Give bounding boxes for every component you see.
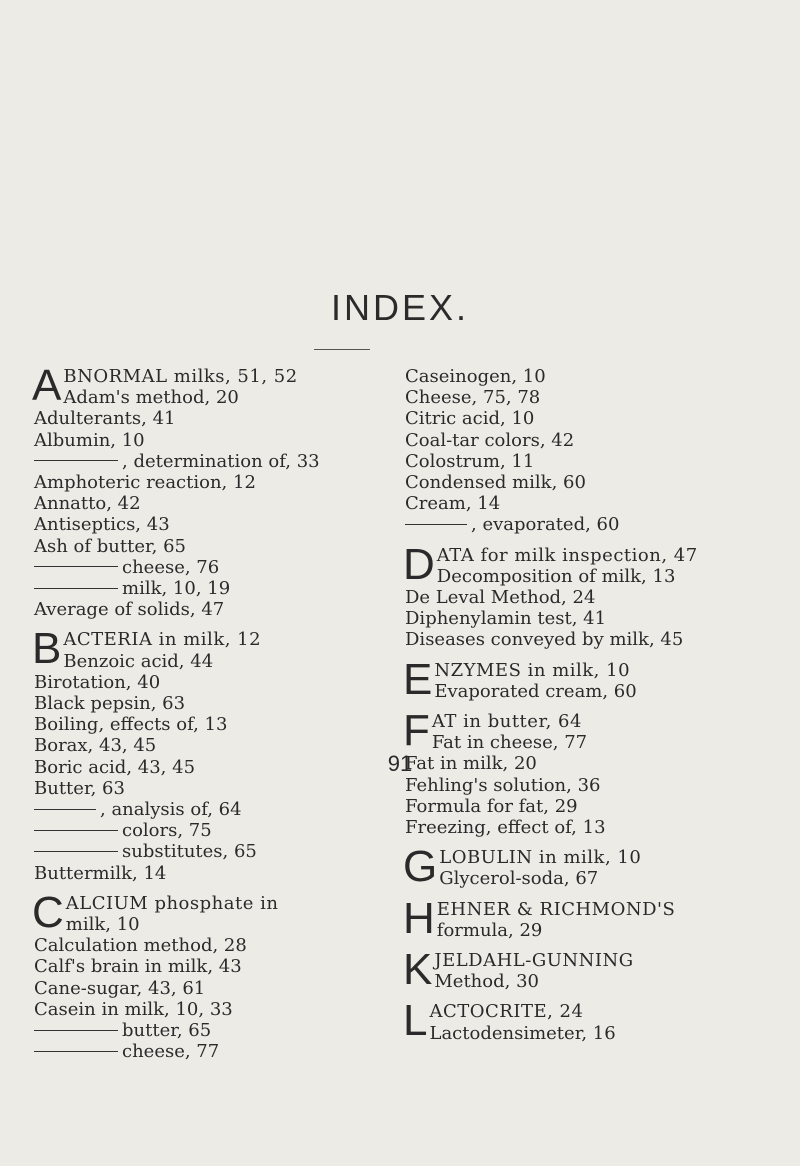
index-entry: JELDAHL-GUNNING <box>434 950 634 972</box>
index-entry: Black pepsin, 63 <box>34 693 186 715</box>
index-entry: Condensed milk, 60 <box>405 472 586 494</box>
index-entry: Cream, 14 <box>405 493 501 515</box>
index-entry: Adulterants, 41 <box>34 408 176 430</box>
index-entry: Calf's brain in milk, 43 <box>34 956 242 978</box>
page-number: 91 <box>387 751 413 776</box>
ditto-dash <box>34 588 118 589</box>
index-entry: Average of solids, 47 <box>34 599 225 621</box>
index-subentry: cheese, 76 <box>34 557 364 578</box>
index-entry: Antiseptics, 43 <box>34 514 170 536</box>
drop-cap: L <box>403 996 428 1046</box>
index-entry: Amphoteric reaction, 12 <box>34 472 256 494</box>
index-entry: Benzoic acid, 44 <box>63 650 214 672</box>
ditto-dash <box>34 830 118 831</box>
index-entry: ALCIUM phosphate in <box>65 892 279 914</box>
index-entry: Casein in milk, 10, 33 <box>34 998 233 1020</box>
drop-cap: G <box>403 842 438 892</box>
ditto-dash <box>34 809 96 810</box>
section-d <box>403 539 795 651</box>
ditto-dash <box>34 851 118 852</box>
section-a <box>32 361 364 621</box>
index-subentry: , analysis of, 64 <box>34 799 364 820</box>
index-entry: Boric acid, 43, 45 <box>34 756 196 778</box>
index-entry: Coal-tar colors, 42 <box>405 429 575 451</box>
index-entry: Freezing, effect of, 13 <box>405 817 606 839</box>
index-entry: Evaporated cream, 60 <box>434 680 637 702</box>
drop-cap: A <box>32 361 62 410</box>
index-entry: Albumin, 10 <box>34 429 145 451</box>
index-entry: Colostrum, 11 <box>405 450 535 472</box>
index-entry: Method, 30 <box>434 971 539 993</box>
index-entry: Fehling's solution, 36 <box>405 774 601 796</box>
index-subentry: substitutes, 65 <box>34 841 364 862</box>
index-entry: milk, 10 <box>65 914 140 936</box>
section-k <box>403 945 795 995</box>
drop-cap: F <box>403 706 430 756</box>
index-entry: NZYMES in milk, 10 <box>434 659 631 681</box>
drop-cap: D <box>403 539 435 589</box>
index-entry: Borax, 43, 45 <box>34 735 157 757</box>
section-g <box>403 842 795 892</box>
index-entry: Lactodensimeter, 16 <box>429 1022 616 1044</box>
section-h <box>403 893 795 943</box>
index-entry: Buttermilk, 14 <box>34 862 167 884</box>
index-entry: EHNER & RICHMOND'S <box>436 898 676 920</box>
drop-cap: H <box>403 893 435 943</box>
ditto-dash <box>34 566 118 567</box>
index-entry: Birotation, 40 <box>34 671 161 693</box>
index-entry: Formula for fat, 29 <box>405 795 578 817</box>
section-c-cont <box>405 366 795 536</box>
section-c <box>32 887 364 1063</box>
index-entry: ACTOCRITE, 24 <box>429 1001 584 1023</box>
drop-cap: K <box>403 945 433 995</box>
index-entry: Boiling, effects of, 13 <box>34 714 228 736</box>
index-entry: Diphenylamin test, 41 <box>405 608 607 630</box>
index-entry: Fat in milk, 20 <box>405 753 537 775</box>
index-column-left <box>32 361 364 1072</box>
index-entry: Ash of butter, 65 <box>34 535 186 557</box>
index-entry: BNORMAL milks, 51, 52 <box>63 366 298 387</box>
title-rule <box>314 349 370 350</box>
drop-cap: B <box>32 624 62 674</box>
index-entry: Caseinogen, 10 <box>405 366 546 387</box>
index-entry: Cheese, 75, 78 <box>405 387 541 409</box>
index-subentry: colors, 75 <box>34 820 364 841</box>
ditto-dash <box>405 524 467 525</box>
index-entry: LOBULIN in milk, 10 <box>439 847 642 869</box>
ditto-dash <box>34 1030 118 1031</box>
index-subentry: milk, 10, 19 <box>34 578 364 599</box>
index-entry: ACTERIA in milk, 12 <box>63 629 262 651</box>
section-e <box>403 654 795 704</box>
index-entry: Fat in cheese, 77 <box>431 732 588 754</box>
drop-cap: C <box>32 887 64 937</box>
index-entry: AT in butter, 64 <box>431 711 582 733</box>
ditto-dash <box>34 1051 118 1052</box>
index-entry: De Leval Method, 24 <box>405 587 596 609</box>
index-entry: Annatto, 42 <box>34 493 141 515</box>
index-entry: Butter, 63 <box>34 777 125 799</box>
index-subentry: cheese, 77 <box>34 1041 364 1062</box>
section-l <box>403 996 795 1046</box>
index-entry: formula, 29 <box>436 919 543 941</box>
index-column-right <box>405 366 795 1053</box>
ditto-dash <box>34 460 118 461</box>
index-entry: Decomposition of milk, 13 <box>436 565 676 587</box>
drop-cap: E <box>403 654 433 704</box>
index-subentry: , evaporated, 60 <box>405 514 795 535</box>
index-entry: Citric acid, 10 <box>405 408 535 430</box>
index-entry: Adam's method, 20 <box>63 387 239 409</box>
index-entry: Cane-sugar, 43, 61 <box>34 977 206 999</box>
index-entry: Diseases conveyed by milk, 45 <box>405 629 684 651</box>
index-subentry: butter, 65 <box>34 1020 364 1041</box>
index-entry: Glycerol-soda, 67 <box>439 868 599 890</box>
index-entry: ATA for milk inspection, 47 <box>436 544 698 566</box>
page-title: INDEX. <box>330 287 470 328</box>
index-subentry: , determination of, 33 <box>34 451 364 472</box>
index-entry: Calculation method, 28 <box>34 935 247 957</box>
